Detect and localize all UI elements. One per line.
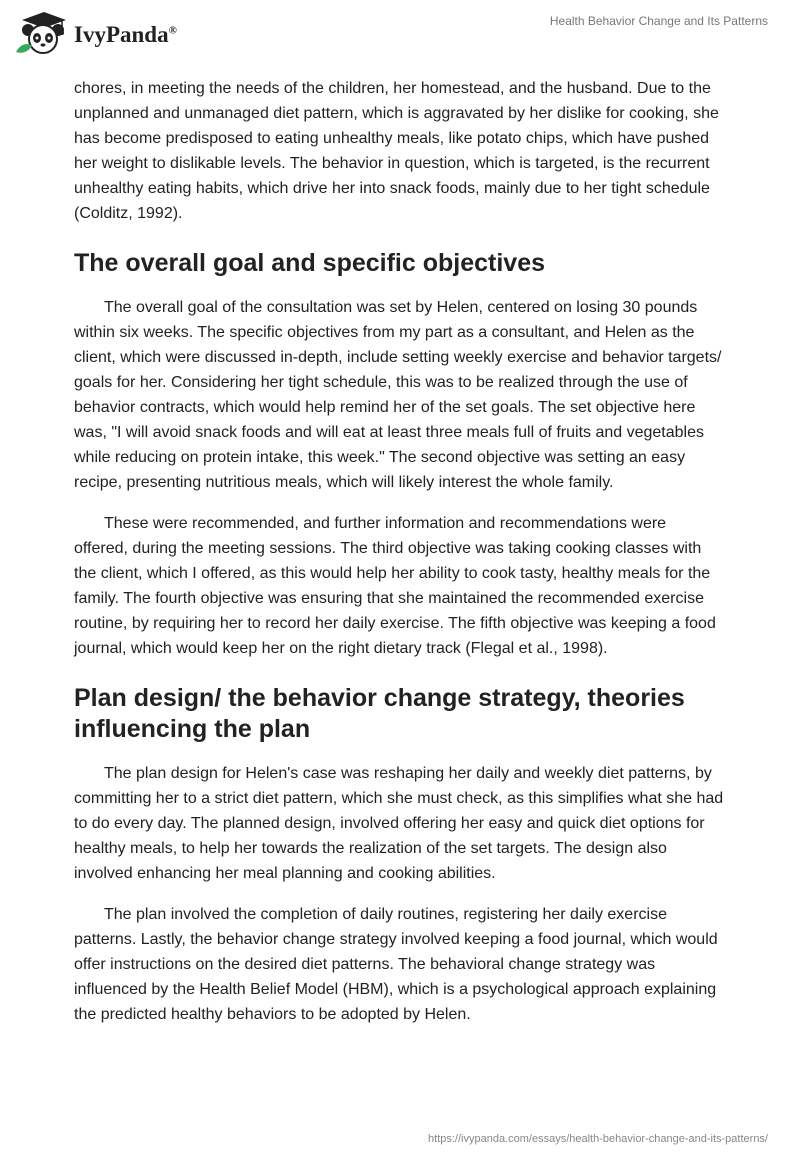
paragraph: chores, in meeting the needs of the children, her homestead, and the husband. Due to the unplanned and unmanaged diet pattern, which is aggravated by her dislike for cooking, she has become predisposed to eating unhealthy meals, like potato chips, which have pushed her weight to dislikable levels. The behavior in question, which is targeted, is the recurrent unhealthy eating habits, which drive her into snack foods, mainly due to her tight schedule (Colditz, 1992). <box>74 80 719 222</box>
section-heading: The overall goal and specific objectives <box>74 249 545 277</box>
paragraph: The plan design for Helen's case was reshaping her daily and weekly diet patterns, by committing her to a strict diet pattern, which she must check, as this simplifies what she had to do every day. The planned design, involved offering her easy and quick diet options for healthy meals, to help her towards the realization of the set targets. The design also involved enhancing her meal planning and cooking abilities. <box>74 765 724 882</box>
document-title: Health Behavior Change and Its Patterns <box>549 14 768 28</box>
page-header <box>0 0 800 70</box>
ivypanda-logo[interactable] <box>14 8 214 58</box>
paragraph: These were recommended, and further information and recommendations were offered, during the meeting sessions. The third objective was taking cooking classes with the client, which I offered, as this would help her ability to cook tasty, healthy meals for the family. The fourth objective was ensuring that she maintained the recommended exercise routine, by requiring her to record her daily exercise. The fifth objective was keeping a food journal, which would keep her on the right dietary track (Flegal et al., 1998). <box>74 515 716 657</box>
paragraph: The plan involved the completion of daily routines, registering her daily exercise patterns. Lastly, the behavior change strategy involved keeping a food journal, which would offer instructions on the desired diet patterns. The behavioral change strategy was influenced by the Health Belief Model (HBM), which is a psychological approach explaining the predicted healthy behaviors to be adopted by Helen. <box>74 906 718 1023</box>
section-heading: Plan design/ the behavior change strategy, theories influencing the plan <box>74 684 685 743</box>
brand-name <box>74 22 177 48</box>
source-url[interactable]: https://ivypanda.com/essays/health-behavior-change-and-its-patterns/ <box>428 1133 768 1145</box>
registered-mark: ® <box>168 24 177 37</box>
essay-content <box>74 76 724 1043</box>
paragraph: The overall goal of the consultation was set by Helen, centered on losing 30 pounds within six weeks. The specific objectives from my part as a consultant, and Helen as the client, which were discussed in-depth, include setting weekly exercise and behavior targets/ goals for her. Considering her tight schedule, this was to be realized through the use of behavior contracts, which would help remind her of the set goals. The set objective here was, "I will avoid snack foods and will eat at least three meals full of fruits and vegetables while reducing on protein intake, this week." The second objective was setting an easy recipe, presenting nutritious meals, which will likely interest the whole family. <box>74 299 722 491</box>
brand-name-text: IvyPanda <box>74 22 169 47</box>
panda-graduation-cap-icon <box>14 8 70 58</box>
